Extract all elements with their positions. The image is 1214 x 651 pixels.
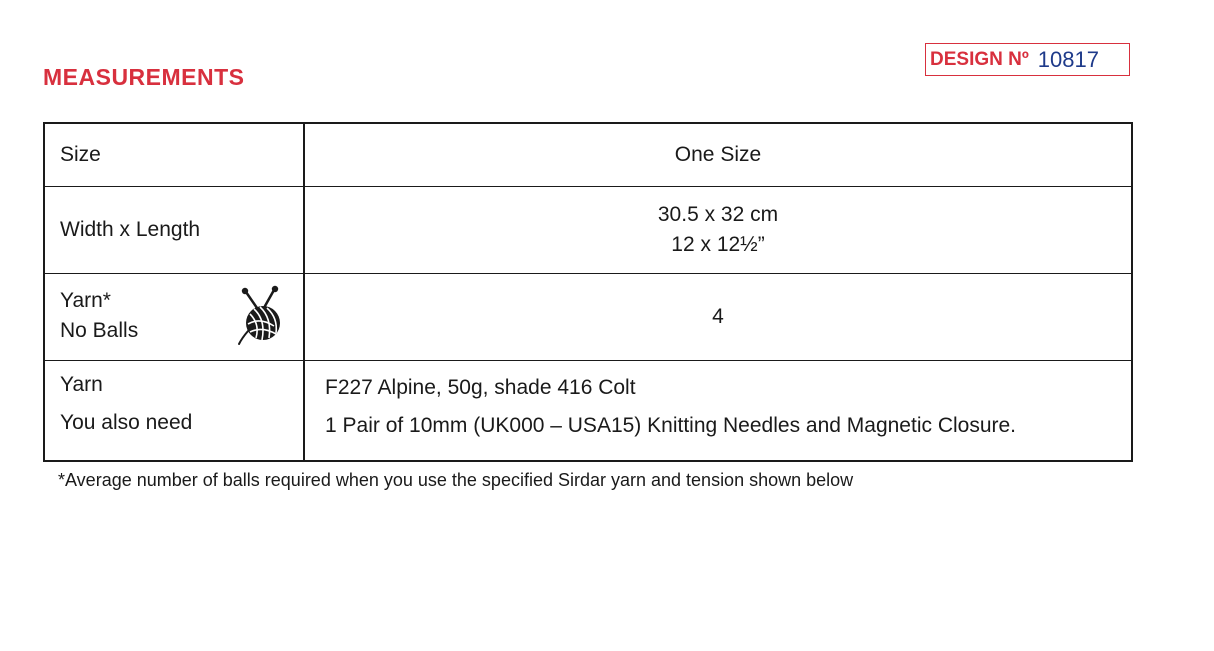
width-length-metric-value: 30.5 x 32 cm <box>657 203 779 226</box>
value-cell <box>304 187 1132 274</box>
label-cell <box>44 187 304 274</box>
yarn-value: F227 Alpine, 50g, shade 416 Colt <box>325 376 636 399</box>
footnote: *Average number of balls required when you use the specified Sirdar yarn and tension shown below <box>58 470 854 490</box>
value-cell <box>304 123 1132 187</box>
also-need-value: 1 Pair of 10mm (UK000 – USA15) Knitting Needles and Magnetic Closure. <box>325 414 1017 437</box>
you-also-need-label: You also need <box>60 411 193 434</box>
size-label: Size <box>60 143 101 166</box>
yarn-ball-needles-icon <box>236 284 288 346</box>
table-row-yarn-balls <box>44 274 1132 361</box>
label-cell <box>44 361 304 462</box>
ball-count-value: 4 <box>712 305 724 328</box>
yarn-star-label: Yarn* <box>60 289 111 312</box>
measurements-heading: MEASUREMENTS <box>43 64 245 90</box>
width-length-imperial-value: 12 x 12½” <box>671 233 765 256</box>
value-cell <box>304 274 1132 361</box>
size-value: One Size <box>674 143 762 166</box>
table-row-yarn-materials <box>44 361 1132 462</box>
width-length-label: Width x Length <box>60 218 201 241</box>
no-balls-label: No Balls <box>60 319 139 342</box>
design-label: DESIGN Nº <box>930 48 1029 70</box>
design-number-box <box>925 43 1130 76</box>
label-cell <box>44 123 304 187</box>
design-number: 10817 <box>1037 46 1099 72</box>
yarn-label: Yarn <box>60 373 103 396</box>
table-row-size <box>44 123 1132 187</box>
table-row-width-length <box>44 187 1132 274</box>
value-cell <box>304 361 1132 462</box>
measurements-table <box>43 122 1133 462</box>
label-cell <box>44 274 304 361</box>
